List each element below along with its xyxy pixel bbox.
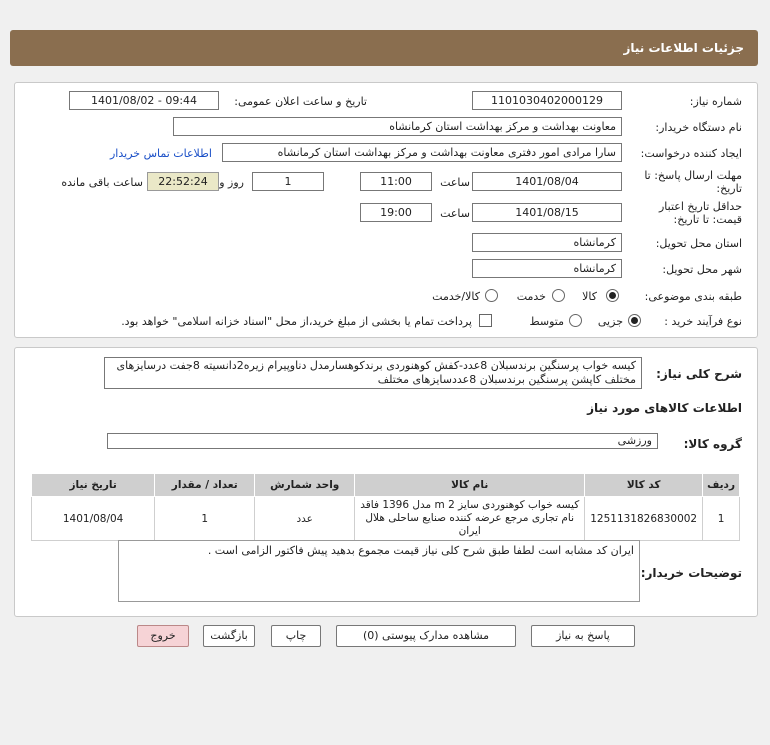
buyer-org-field: معاونت بهداشت و مرکز بهداشت استان کرمانشاه <box>173 117 622 136</box>
cell-row: 1 <box>703 497 740 541</box>
exit-button[interactable]: خروج <box>137 625 189 647</box>
cell-date: 1401/08/04 <box>32 497 155 541</box>
col-date: تاریخ نیاز <box>32 474 155 497</box>
cell-qty: 1 <box>155 497 255 541</box>
col-qty: تعداد / مقدار <box>155 474 255 497</box>
delivery-city-label: شهر محل تحویل: <box>662 263 742 276</box>
price-validity-time-label: ساعت <box>440 207 470 220</box>
reply-time-label: ساعت <box>440 176 470 189</box>
announce-datetime-field: 1401/08/02 - 09:44 <box>69 91 219 110</box>
process-option-medium: متوسط <box>529 315 564 328</box>
page-title: جزئیات اطلاعات نیاز <box>10 30 758 66</box>
delivery-city-field: کرمانشاه <box>472 259 622 278</box>
buyer-notes-label: توضیحات خریدار: <box>640 566 742 580</box>
treasury-payment-checkbox[interactable] <box>479 314 492 327</box>
goods-table-header <box>32 474 740 497</box>
category-radio-goods[interactable] <box>606 289 619 302</box>
category-option-goods-service: کالا/خدمت <box>432 290 480 303</box>
print-button[interactable]: چاپ <box>271 625 321 647</box>
goods-section-title: اطلاعات کالاهای مورد نیاز <box>587 401 742 415</box>
process-type-label: نوع فرآیند خرید : <box>664 315 742 328</box>
price-validity-date: 1401/08/15 <box>472 203 622 222</box>
buyer-org-label: نام دستگاه خریدار: <box>655 121 742 134</box>
category-option-goods: کالا <box>582 290 597 303</box>
reply-deadline-date: 1401/08/04 <box>472 172 622 191</box>
category-radio-service[interactable] <box>552 289 565 302</box>
category-radio-goods-service[interactable] <box>485 289 498 302</box>
delivery-province-label: استان محل تحویل: <box>655 237 742 250</box>
category-option-service: خدمت <box>516 290 546 303</box>
price-validity-time: 19:00 <box>360 203 432 222</box>
description-field: کیسه خواب پرسنگین برندسبلان 8عدد-کفش کوهنوردی برندکوهسارمدل دناوپیرام زیره2دانسیته 8جفت درسایزهای مختلف کاپشن پرسنگین برندسبلان 8عددسایزهای مختلف <box>104 357 642 389</box>
process-radio-medium[interactable] <box>569 314 582 327</box>
cell-unit: عدد <box>255 497 355 541</box>
need-number-label: شماره نیاز: <box>689 95 742 108</box>
process-radio-minor[interactable] <box>628 314 641 327</box>
announce-datetime-label: تاریخ و ساعت اعلان عمومی: <box>234 95 367 108</box>
cell-code: 1251131826830002 <box>585 497 703 541</box>
requester-label: ایجاد کننده درخواست: <box>640 147 742 160</box>
requester-field: سارا مرادی امور دفتری معاونت بهداشت و مرکز بهداشت استان کرمانشاه <box>222 143 622 162</box>
reply-deadline-label: مهلت ارسال پاسخ: تا تاریخ: <box>644 169 742 195</box>
remaining-time-label: ساعت باقی مانده <box>61 176 143 189</box>
table-row <box>32 497 740 541</box>
goods-group-field: ورزشی <box>107 433 658 449</box>
reply-button[interactable]: پاسخ به نیاز <box>531 625 635 647</box>
reply-deadline-time: 11:00 <box>360 172 432 191</box>
buyer-notes-field: ایران کد مشابه است لطفا طبق شرح کلی نیاز قیمت مجموع بدهید پیش فاکتور الزامی است . <box>118 540 640 602</box>
category-label: طبقه بندی موضوعی: <box>644 290 742 303</box>
goods-group-label: گروه کالا: <box>683 437 742 451</box>
reply-days-field: 1 <box>252 172 324 191</box>
delivery-province-field: کرمانشاه <box>472 233 622 252</box>
col-unit: واحد شمارش <box>255 474 355 497</box>
remaining-time-field: 22:52:24 <box>147 172 219 191</box>
back-button[interactable]: بازگشت <box>203 625 255 647</box>
col-name: نام کالا <box>355 474 585 497</box>
description-label: شرح کلی نیاز: <box>656 367 742 381</box>
reply-days-label: روز و <box>219 176 244 189</box>
price-validity-label: حداقل تاریخ اعتبار قیمت: تا تاریخ: <box>658 200 742 226</box>
goods-table <box>31 473 740 541</box>
cell-name: کیسه خواب کوهنوردی سایز m 2 مدل 1396 فاقد نام تجاری مرجع عرضه کننده صنایع ساحلی هلال ایران <box>355 497 585 541</box>
buyer-contact-link[interactable]: اطلاعات تماس خریدار <box>110 147 212 160</box>
view-attachments-button[interactable]: مشاهده مدارک پیوستی (0) <box>336 625 516 647</box>
col-row: ردیف <box>703 474 740 497</box>
col-code: کد کالا <box>585 474 703 497</box>
treasury-payment-note: پرداخت تمام یا بخشی از مبلغ خرید،از محل "اسناد خزانه اسلامی" خواهد بود. <box>121 315 472 328</box>
need-number-field: 1101030402000129 <box>472 91 622 110</box>
process-option-minor: جزیی <box>597 315 623 328</box>
